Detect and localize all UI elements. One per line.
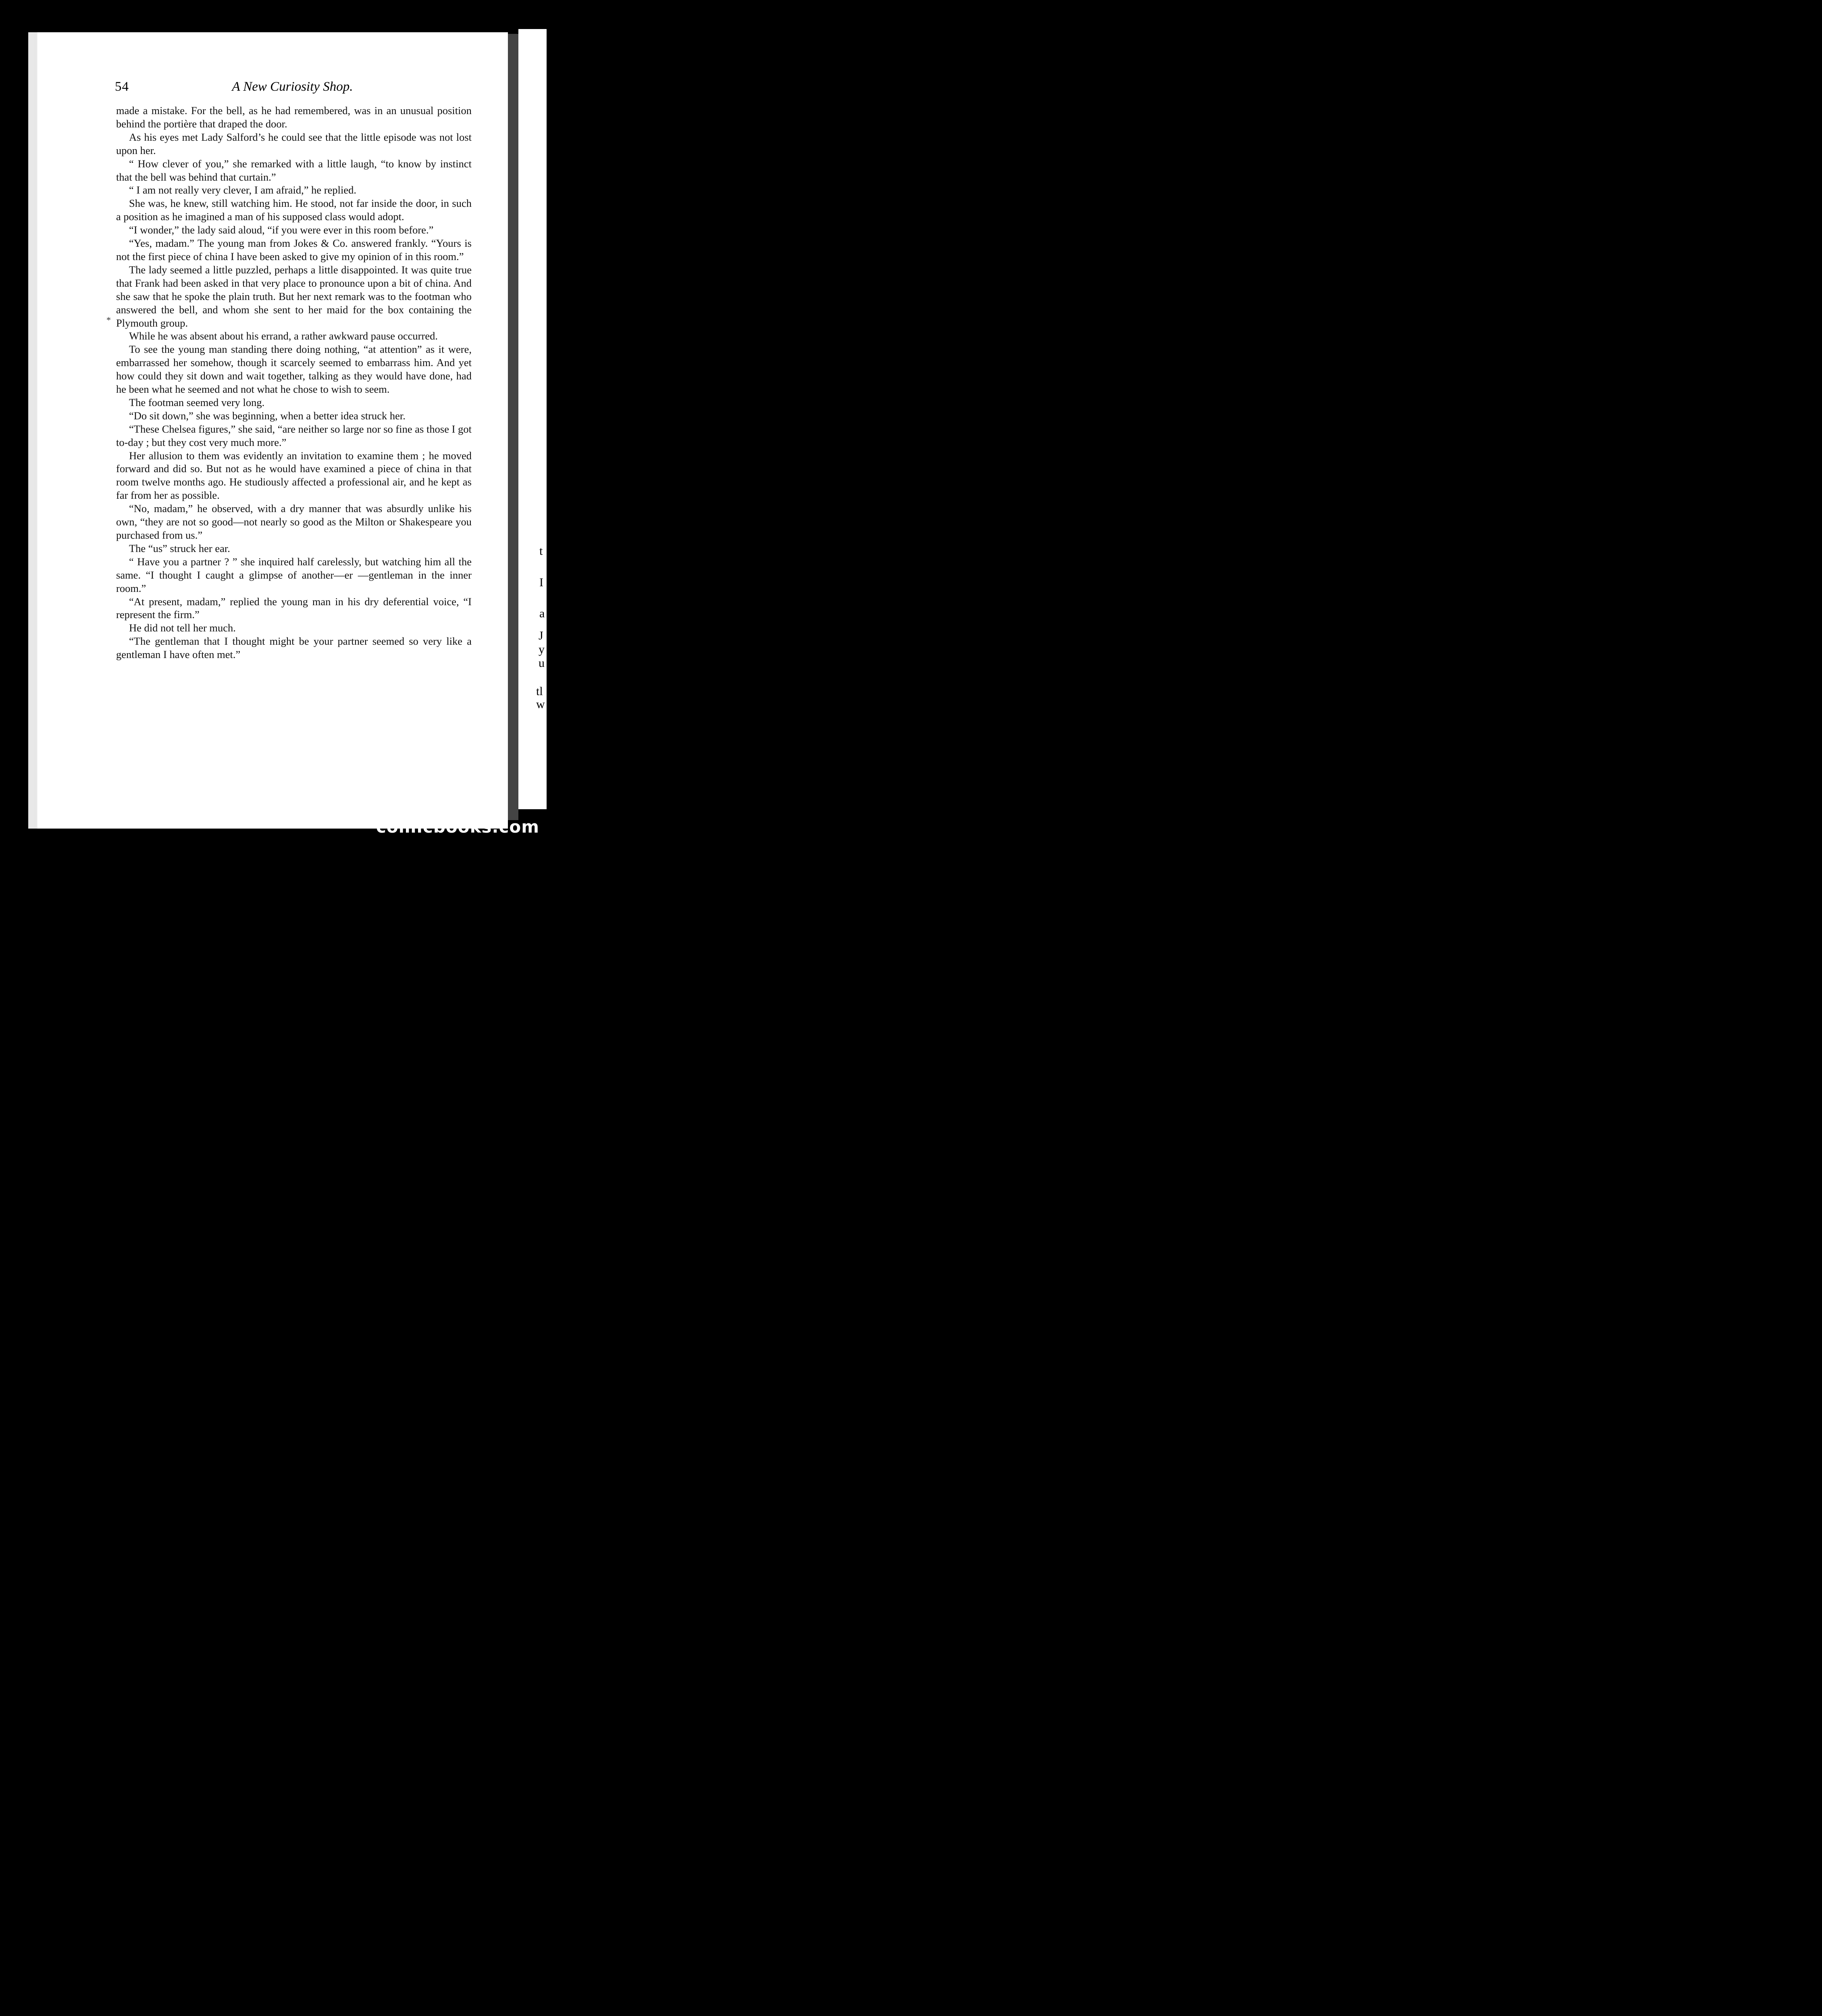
- facing-page-fragment: a: [539, 607, 545, 620]
- paragraph: “These Chelsea figures,” she said, “are neither so large nor so fine as those I got to-day ; but they cost very much more.”: [116, 423, 472, 448]
- paragraph: She was, he knew, still watching him. He stood, not far inside the door, in such a position as he imagined a man of his supposed class would adopt.: [116, 197, 472, 223]
- paragraph: As his eyes met Lady Salford’s he could see that the little episode was not lost upon her.: [116, 131, 472, 156]
- book-gutter-shadow: [506, 34, 518, 820]
- paragraph: “ How clever of you,” she remarked with a little laugh, “to know by instinct that the bell was behind that curtain.”: [116, 157, 472, 183]
- paragraph: The “us” struck her ear.: [129, 542, 230, 554]
- paragraph: Her allusion to them was evidently an invitation to examine them ; he moved forward and did so. But not as he would have examined a piece of china in that room twelve months ago. He studiously affected a professional air, and he kept as far from her as possible.: [116, 449, 472, 502]
- paragraph: “Yes, madam.” The young man from Jokes & Co. answered frankly. “Yours is not the first piece of china I have been asked to give my opinion of in this room.”: [116, 237, 472, 262]
- paragraph: made a mistake. For the bell, as he had remembered, was in an unusual position behind the portière that draped the door.: [116, 104, 472, 130]
- paragraph: The lady seemed a little puzzled, perhaps a little disappointed. It was quite true that Frank had been asked in that very place to pronounce upon a bit of china. And she saw that he spoke the plain truth. But her next remark was to the footman who answered the bell, and whom she sent to her maid for the box containing the Plymouth group.: [116, 263, 472, 329]
- paragraph: He did not tell her much.: [129, 622, 236, 634]
- paragraph: “At present, madam,” replied the young man in his dry deferential voice, “I represent the firm.”: [116, 595, 472, 621]
- facing-page-fragment: y: [539, 643, 545, 656]
- running-title: A New Curiosity Shop.: [232, 79, 353, 94]
- facing-page-fragment: J: [539, 629, 543, 642]
- margin-mark: *: [106, 315, 111, 325]
- paragraph: “The gentleman that I thought might be your partner seemed so very like a gentleman I have often met.”: [116, 635, 472, 661]
- paragraph: “ Have you a partner ? ” she inquired half carelessly, but watching him all the same. “I thought I caught a glimpse of another—er —gentleman in the inner room.”: [116, 555, 472, 594]
- facing-page-fragment: I: [539, 576, 543, 589]
- paragraph: The footman seemed very long.: [129, 396, 265, 408]
- facing-page-fragment: t: [539, 544, 543, 558]
- facing-page-fragment: w: [536, 698, 545, 711]
- paragraph: To see the young man standing there doing nothing, “at attention” as it were, embarrassed her somehow, though it scarcely seemed to embarrass him. And yet how could they sit down and wait together, talking as they would have done, had he been what he seemed and not what he chose to wish to seem.: [116, 343, 472, 396]
- body-text: [116, 104, 472, 661]
- page-number: 54: [115, 79, 129, 94]
- paragraph: “I wonder,” the lady said aloud, “if you were ever in this room before.”: [129, 224, 434, 236]
- paragraph: “ I am not really very clever, I am afraid,” he replied.: [129, 184, 356, 196]
- paragraph: While he was absent about his errand, a rather awkward pause occurred.: [129, 330, 438, 342]
- paragraph: “No, madam,” he observed, with a dry manner that was absurdly unlike his own, “they are not so good—not nearly so good as the Milton or Shakespeare you purchased from us.”: [116, 502, 472, 541]
- facing-page-edge: [518, 29, 547, 809]
- paragraph: “Do sit down,” she was beginning, when a better idea struck her.: [129, 409, 406, 422]
- facing-page-fragment: u: [539, 656, 545, 670]
- watermark: comicbooks.com: [376, 817, 539, 837]
- running-head: [115, 77, 470, 97]
- facing-page-fragment: tl: [536, 685, 543, 698]
- page-edges: [28, 32, 37, 829]
